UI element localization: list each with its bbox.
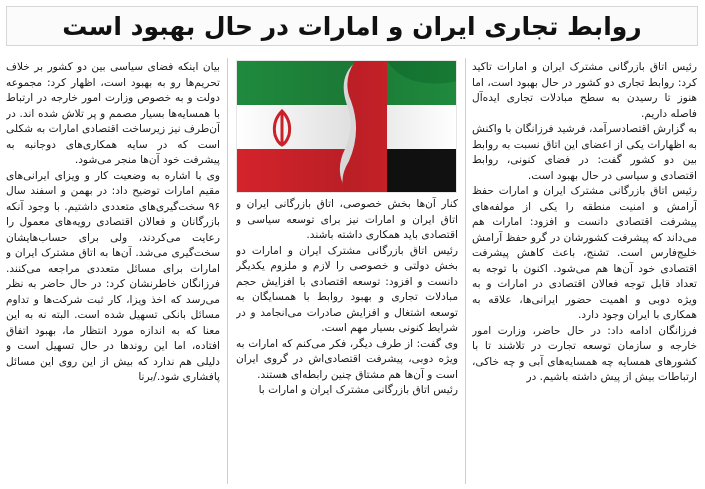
flags-illustration <box>237 61 457 193</box>
article-column-left <box>6 60 220 480</box>
column-divider <box>465 58 466 484</box>
paragraph: وی با اشاره به وضعیت کار و ویزای ایرانی‌های مقیم امارات توضیح داد: در بهمن و اسفند سال ۹۶ سخت‌گیری‌های متعددی داشتیم. با وجود آنکه بازرگانان و فعالان اقتصادی رویه‌های معمول را رعایت می‌کردند، ولی برای حساب‌هایشان سخت‌گیری می‌شد. آن‌ها به اتاق مشترک ایران و امارات برای مسائل متعددی مراجعه می‌کنند. فرزانگان خاطرنشان کرد: در حال حاضر به نظر می‌رسد که اخذ ویزا، کار ثبت شرکت‌ها و تداوم مسائل بانکی تسهیل شده است. البته نه به این معنا که به اندازه مورد انتظار ما، بهبود اتفاق افتاده، اما این روندها در حال تسهیل است و دلیلی هم ندارد که بیش از این روی این مسائل پافشاری شود./برنا <box>6 169 220 383</box>
paragraph: فرزانگان ادامه داد: در حال حاضر، وزارت امور خارجه و سازمان توسعه تجارت در تلاشند تا با کشورهای همسایه چه همسایه‌های آبی و چه خاکی، ارتباطات بیش از پیش داشته باشیم. در <box>472 324 697 383</box>
headline: روابط تجاری ایران و امارات در حال بهبود است <box>62 11 642 41</box>
paragraph: بیان اینکه فضای سیاسی بین دو کشور بر خلاف تحریم‌ها رو به بهبود است، اظهار کرد: مجموعه دولت و به خصوص وزارت امور خارجه در ارتباط با همسایه‌ها بسیار مصمم و پر تلاش شده اند. در آن‌طرف نیز زیرساخت اقتصادی امارات به شکلی است که در سایه همکاری‌های دوجانبه به پیشرفت خود آن‌ها منجر می‌شود. <box>6 61 220 166</box>
paragraph: رئیس اتاق بازرگانی مشترک ایران و امارات تاکید کرد: روابط تجاری دو کشور در حال بهبود است، اما هنوز تا رسیدن به سطح مبادلات تجاری ایده‌آل فاصله داریم. <box>472 61 697 120</box>
article-column-middle <box>236 197 458 481</box>
paragraph: وی گفت: از طرف دیگر، فکر می‌کنم که امارات به ویژه دوبی، پیشرفت اقتصادی‌اش در گروی ایران است و آن‌ها هم مشتاق چنین رابطه‌ای هستند. <box>236 337 458 381</box>
article-column-right <box>472 60 697 480</box>
paragraph: رئیس اتاق بازرگانی مشترک ایران و امارات دو بخش دولتی و خصوصی را لازم و ملزوم یکدیگر دانست و افزود: توسعه اقتصادی با افزایش حجم مبادلات تجاری و بهبود روابط با همسایگان به توسعه اشتغال و افزایش صادرات می‌انجامد و در شرایط کنونی بسیار مهم است. <box>236 244 458 334</box>
paragraph: رئیس اتاق بازرگانی مشترک ایران و امارات حفظ آرامش و امنیت منطقه را یکی از مولفه‌های پیشرفت اقتصادی دانست و افزود: امارات هم می‌داند که پیشرفت کشورشان در گرو حفظ آرامش خلیج‌فارس است. تشنج، باعث کاهش پیشرفت اقتصادی خود آن‌ها هم می‌شود. اکنون با توجه به تعداد قابل توجه فعالان اقتصادی در امارات و به ویژه دوبی و اهمیت حضور ایرانی‌ها، علاقه به همکاری با ایران وجود دارد. <box>472 185 697 321</box>
paragraph: رئیس اتاق بازرگانی مشترک ایران و امارات با <box>258 384 458 396</box>
column-divider <box>227 58 228 484</box>
headline-box <box>6 6 698 46</box>
paragraph: کنار آن‌ها بخش خصوصی، اتاق بازرگانی ایران و اتاق ایران و امارات نیز برای توسعه سیاسی و اقتصادی باید همکاری داشته باشند. <box>236 198 458 241</box>
paragraph: به گزارش اقتصادسرآمد، فرشید فرزانگان با واکنش به اظهارات یکی از اعضای این اتاق نسبت به روابط بین دو کشور گفت: در فضای کنونی، روابط اقتصادی و سیاسی در حال بهبود است. <box>472 123 697 182</box>
iran-uae-flags-icon <box>236 60 457 193</box>
